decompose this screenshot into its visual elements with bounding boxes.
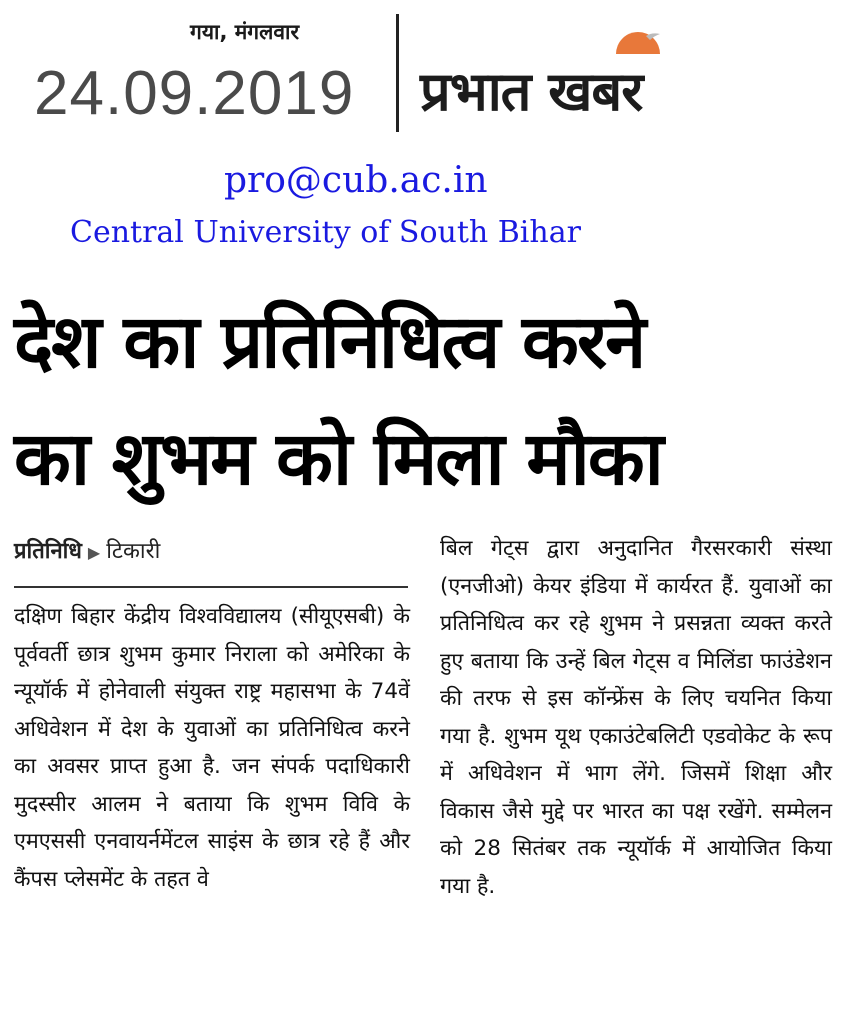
byline-arrow-icon: ▶ <box>87 543 101 562</box>
newspaper-masthead: प्रभात खबर <box>420 60 643 123</box>
byline-location: टिकारी <box>106 539 161 564</box>
stamp-institution: Central University of South Bihar <box>70 215 581 250</box>
byline-rule <box>14 586 408 588</box>
publication-date: 24.09.2019 <box>34 59 355 128</box>
article-column-2: बिल गेट्स द्वारा अनुदानित गैरसरकारी संस्था (एनजीओ) केयर इंडिया में कार्यरत हैं. युवाओं का प्रतिनिधित्व कर रहे शुभम ने प्रसन्नता व्यक्त करते हुए बताया कि उन्हें बिल गेट्स व मिलिंडा फाउंडेशन की तरफ से इस कॉन्फ्रेंस के लिए चयनित किया गया है. शुभम यूथ एकाउंटेबलिटी एडवोकेट के रूप में अधिवेशन में भाग लेंगे. जिसमें शिक्षा और विकास जैसे मुद्दे पर भारत का पक्ष रखेंगे. सम्मेलन को 28 सितंबर तक न्यूयॉर्क में आयोजित किया गया है. <box>440 536 832 899</box>
header-divider <box>396 14 399 132</box>
place-day: गया, मंगलवार <box>190 20 300 44</box>
headline-line-2: का शुभम को मिला मौका <box>14 416 662 502</box>
byline <box>14 535 414 565</box>
headline-line-1: देश का प्रतिनिधित्व करने <box>14 299 645 385</box>
byline-reporter: प्रतिनिधि <box>14 539 82 564</box>
article-column-1: दक्षिण बिहार केंद्रीय विश्वविद्यालय (सीयूएसबी) के पूर्ववर्ती छात्र शुभम कुमार निराला को अमेरिका के न्यूयॉर्क में होनेवाली संयुक्त राष्ट्र महासभा के 74वें अधिवेशन में देश के युवाओं का प्रतिनिधित्व करने का अवसर प्राप्त हुआ है. जन संपर्क पदाधिकारी मुदस्सीर आलम ने बताया कि शुभम विवि के एमएससी एनवायर्नमेंटल साइंस के छात्र रहे हैं और कैंपस प्लेसमेंट के तहत वे <box>14 604 410 892</box>
stamp-email: pro@cub.ac.in <box>224 160 488 201</box>
